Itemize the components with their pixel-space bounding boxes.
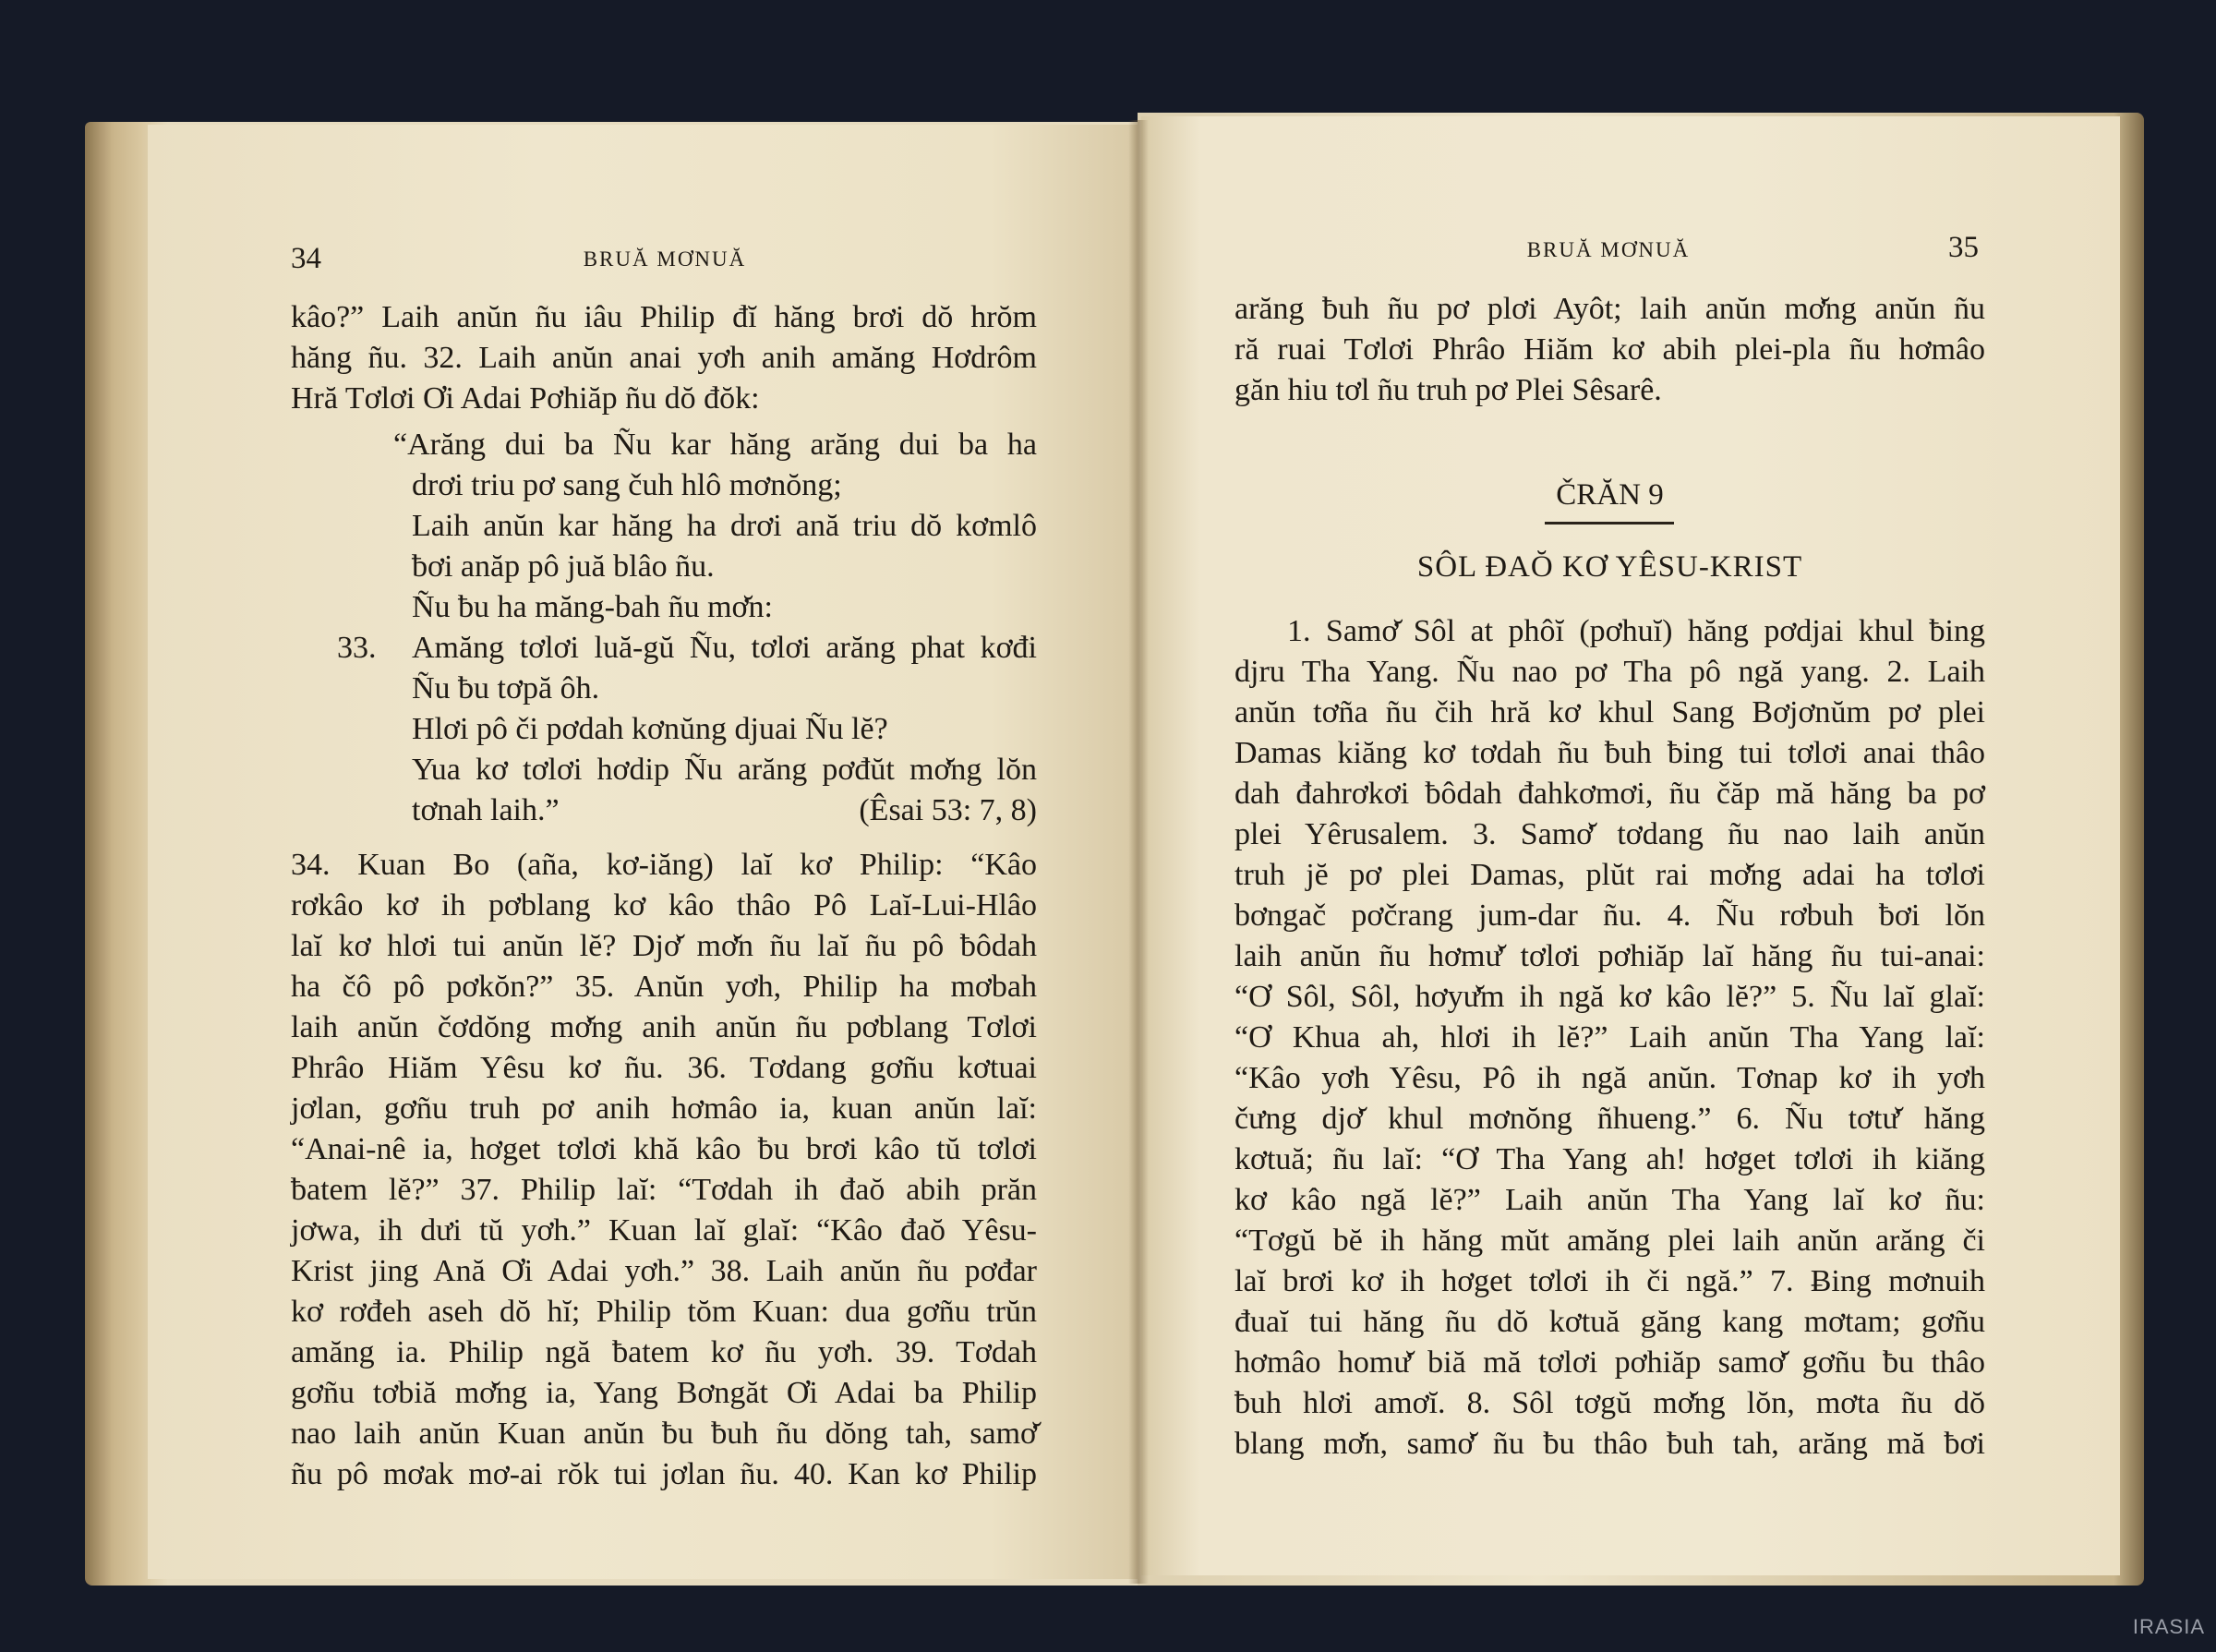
page-number-right: 35 (1948, 231, 1979, 264)
right-prose-bottom (1234, 611, 1985, 1465)
text-line: drơi triu pơ sang čuh hlô mơnŏng; (412, 468, 842, 502)
text-line: ƀuh hlơi amơĭ. 8. Sôl tơgŭ mơ̆ng lŏn, mơta ñu dŏ (1234, 1386, 1985, 1420)
text-line: “Tơgŭ bĕ ih hăng mŭt amăng plei laih anŭn arăng či (1234, 1224, 1985, 1258)
chapter-title: ČRĂN 9 (1556, 478, 1664, 512)
text-line: Hră Tơlơi Ơi Adai Pơhiăp ñu dŏ đŏk: (291, 381, 760, 416)
text-line: kơ kâo ngă lĕ?” Laih anŭn Tha Yang laĭ kơ ñu: (1234, 1183, 1985, 1217)
text-line: laĭ brơi kơ ih hơget tơlơi ih či ngă.” 7. Ƀing mơnuih (1234, 1264, 1985, 1298)
text-line: “Ơ Khua ah, hlơi ih lĕ?” Laih anŭn Tha Yang laĭ: (1234, 1020, 1985, 1055)
text-line: djru Tha Yang. Ñu nao pơ Tha pô ngă yang. 2. Laih (1234, 655, 1985, 689)
watermark: IRASIA (2132, 1615, 2205, 1638)
text-line: “Ơ Sôl, Sôl, hơyư̆m ih ngă kơ kâo lĕ?” 5. Ñu laĭ glaĭ: (1234, 980, 1985, 1014)
scripture-reference: (Êsai 53: 7, 8) (859, 793, 1037, 827)
text-line: ră ruai Tơlơi Phrâo Hiăm kơ abih plei-pla ñu hơmâo (1234, 332, 1985, 367)
left-verse-quote (291, 425, 1037, 831)
chapter-underline (1545, 522, 1674, 525)
text-line: 34. Kuan Bo (aña, kơ-iăng) laĭ kơ Philip: “Kâo (291, 848, 1037, 882)
text-line: găn hiu tơl ñu truh pơ Plei Sêsarê. (1234, 373, 1662, 407)
text-line: “Anai-nê ia, hơget tơlơi khă kâo ƀu brơi kâo tŭ tơlơi (291, 1132, 1037, 1166)
text-line: blang mơ̆n, samơ̆ ñu ƀu thâo ƀuh tah, arăng mă ƀơi (1234, 1427, 1985, 1461)
text-line: anŭn tơña ñu čih hră kơ khul Sang Bơjơnŭm pơ plei (1234, 695, 1985, 730)
text-line: “Arăng dui ba Ñu kar hăng arăng dui ba ha (393, 428, 1037, 462)
text-line: amăng ia. Philip ngă ƀatem kơ ñu yơh. 39. Tơdah (291, 1335, 1037, 1369)
text-line: truh jĕ pơ plei Damas, plŭt rai mơ̆ng adai ha tơlơi (1234, 858, 1985, 892)
text-line: laih anŭn ñu hơmư̆ tơlơi pơhiăp laĭ hăng ñu tui-anai: (1234, 939, 1985, 973)
text-line: nao laih anŭn Kuan anŭn ƀu ƀuh ñu dŏng tah, samơ̆ (291, 1417, 1037, 1451)
text-line: ha čô pô pơkŏn?” 35. Anŭn yơh, Philip ha mơbah (291, 970, 1037, 1004)
text-line: hăng ñu. 32. Laih anŭn anai yơh anih amăng Hơdrôm (291, 341, 1037, 375)
text-line: Ñu ƀu ha măng-bah ñu mơ̆n: (412, 590, 773, 624)
text-line: Ñu ƀu tơpă ôh. (412, 671, 600, 705)
text-line: Laih anŭn kar hăng ha drơi ană triu dŏ kơmlô (412, 509, 1037, 543)
text-line: dah đahrơkơi ƀôdah đahkơmơi, ñu čăp mă hăng ba pơ (1234, 777, 1985, 811)
text-line: đuaĭ tui hăng ñu dŏ kơtuă găng kang mơtam; gơñu (1234, 1305, 1985, 1339)
text-line: kâo?” Laih anŭn ñu iâu Philip đĭ hăng brơi dŏ hrŏm (291, 300, 1037, 334)
book-spine (1128, 120, 1149, 1584)
text-line: kơ rơđeh aseh dŏ hĭ; Philip tŏm Kuan: dua gơñu trŭn (291, 1295, 1037, 1329)
text-line: čưng djơ̆ khul mơnŏng ñhueng.” 6. Ñu tơtư̆ hăng (1234, 1102, 1985, 1136)
text-line: jơlan, gơñu truh pơ anih hơmâo ia, kuan anŭn laĭ: (291, 1091, 1037, 1126)
text-line: ñu pô mơak mơ-ai rŏk tui jơlan ñu. 40. Kan kơ Philip (291, 1457, 1037, 1491)
right-prose-top (1234, 289, 1985, 411)
text-line: 1. Samơ̆ Sôl at phôĭ (pơhuĭ) hăng pơdjai khul ƀing (1287, 614, 1985, 648)
text-line: Amăng tơlơi luă-gŭ Ñu, tơlơi arăng phat kơđi (412, 631, 1037, 665)
text-line: plei Yêrusalem. 3. Samơ̆ tơdang ñu nao laih anŭn (1234, 817, 1985, 851)
text-line: Krist jing Ană Ơi Adai yơh.” 38. Laih anŭn ñu pơđar (291, 1254, 1037, 1288)
text-line: laih anŭn čơdŏng mơ̆ng anih anŭn ñu pơblang Tơlơi (291, 1010, 1037, 1044)
text-line: Damas kiăng kơ tơdah ñu ƀuh ƀing tui tơlơi anai thâo (1234, 736, 1985, 770)
text-line: arăng ƀuh ñu pơ plơi Ayôt; laih anŭn mơ̆ng anŭn ñu (1234, 292, 1985, 326)
section-heading: SÔL ĐAŎ KƠ YÊSU-KRIST (1416, 550, 1803, 584)
text-line: ƀatem lĕ?” 37. Philip laĭ: “Tơdah ih đaŏ abih prăn (291, 1173, 1037, 1207)
text-line: rơkâo kơ ih pơblang kơ kâo thâo Pô Laĭ-Lui-Hlâo (291, 888, 1037, 922)
text-line: Hlơi pô či pơdah kơnŭng djuai Ñu lĕ? (412, 712, 888, 746)
left-prose-top (291, 297, 1037, 419)
text-line: bơngač pơčrang jum-dar ñu. 4. Ñu rơbuh ƀơi lŏn (1234, 898, 1985, 933)
page-number-left: 34 (291, 242, 321, 275)
text-line: gơñu tơbiă mơ̆ng ia, Yang Bơngăt Ơi Adai ba Philip (291, 1376, 1037, 1410)
running-head-right: BRUĂ MƠNUĂ (1526, 238, 1691, 261)
text-line: tơnah laih.” (412, 793, 560, 827)
text-line: jơwa, ih dưi tŭ yơh.” Kuan laĭ glaĭ: “Kâo đaŏ Yêsu- (291, 1213, 1037, 1248)
text-line: hơmâo homư̆ biă mă tơlơi pơhiăp samơ̆ gơñu ƀu thâo (1234, 1345, 1985, 1380)
text-line: Yua kơ tơlơi hơdip Ñu arăng pơđŭt mơ̆ng lŏn (412, 753, 1037, 787)
text-line: Phrâo Hiăm Yêsu kơ ñu. 36. Tơdang gơñu kơtuai (291, 1051, 1037, 1085)
text-line: “Kâo yơh Yêsu, Pô ih ngă anŭn. Tơnap kơ ih yơh (1234, 1061, 1985, 1095)
text-line: laĭ kơ hlơi tui anŭn lĕ? Djơ̆ mơ̆n ñu laĭ ñu pô ƀôdah (291, 929, 1037, 963)
left-prose-bottom (291, 845, 1037, 1495)
text-line: ƀơi anăp pô juă blâo ñu. (412, 549, 715, 584)
running-head-left: BRUĂ MƠNUĂ (583, 247, 747, 271)
verse-number: 33. (337, 631, 377, 665)
text-line: kơtuă; ñu laĭ: “Ơ Tha Yang ah! hơget tơlơi ih kiăng (1234, 1142, 1985, 1176)
